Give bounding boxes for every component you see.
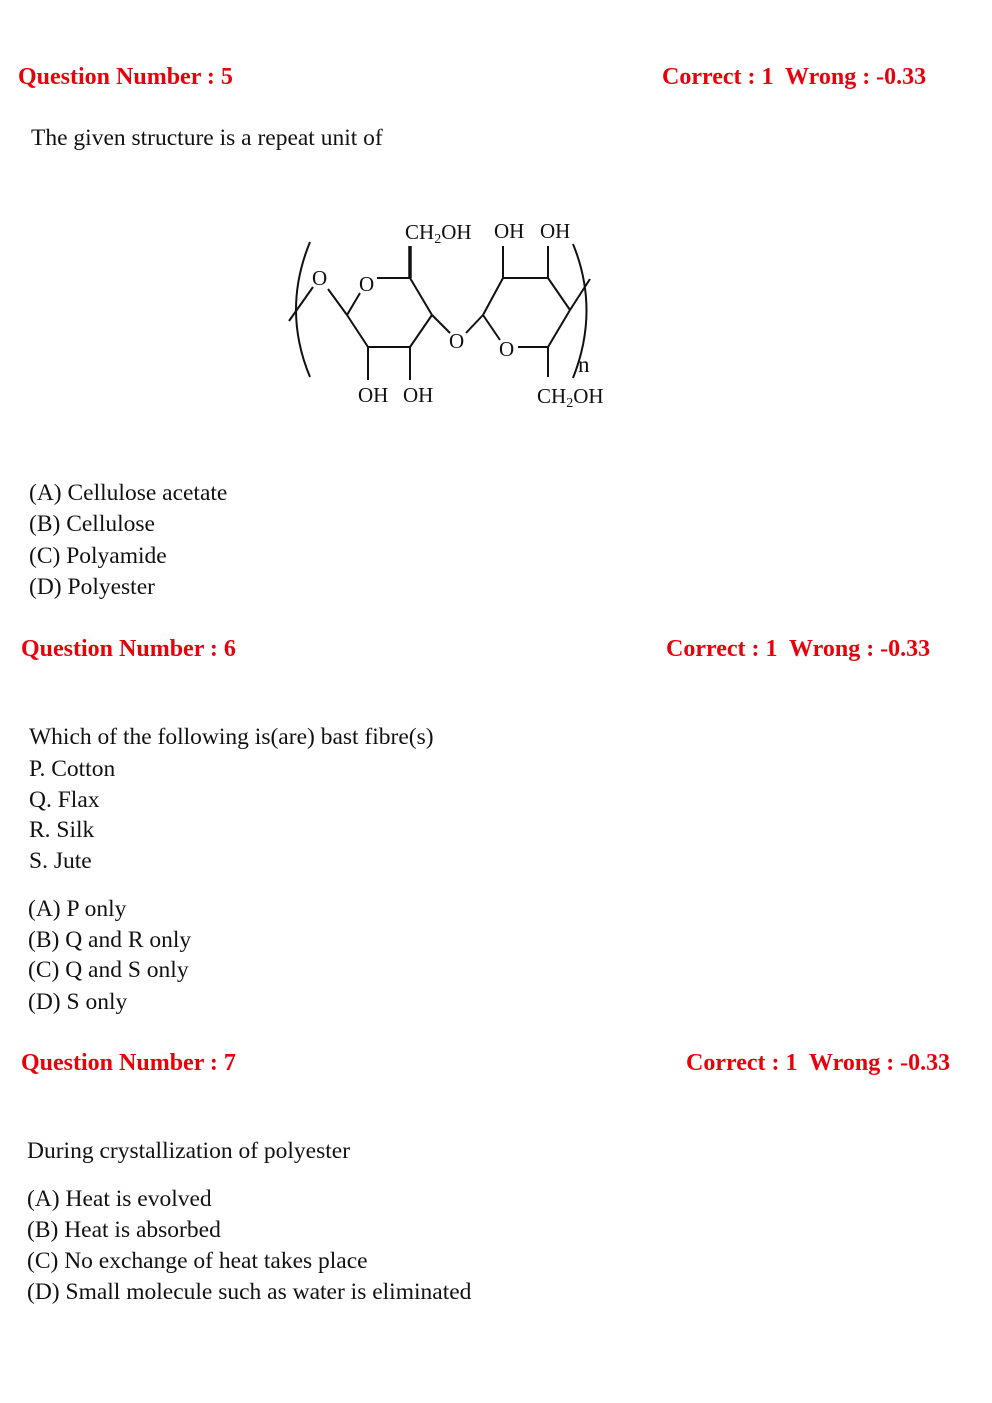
option-d: (D) Small molecule such as water is eliminated: [27, 1279, 472, 1305]
list-item-s: S. Jute: [29, 848, 92, 874]
question-stem-5: The given structure is a repeat unit of: [31, 125, 383, 151]
option-a: (A) Heat is evolved: [27, 1186, 212, 1212]
ring-oxygen-label-2: O: [499, 337, 515, 361]
question-stem-7: During crystallization of polyester: [27, 1138, 351, 1164]
option-a: (A) Cellulose acetate: [29, 480, 228, 506]
end-oxygen-label: O: [312, 266, 328, 290]
question-number-7: Question Number : 7: [21, 1050, 236, 1076]
list-item-p: P. Cotton: [29, 756, 116, 782]
question-number-6: Question Number : 6: [21, 636, 236, 662]
option-d: (D) S only: [28, 989, 128, 1015]
ring-oxygen-label-1: O: [359, 272, 375, 296]
question-number-5: Question Number : 5: [18, 64, 233, 90]
ch2oh-bottom-label: CH2OH: [537, 384, 604, 411]
question-stem-6: Which of the following is(are) bast fibre(s): [29, 724, 434, 750]
option-c: (C) Q and S only: [28, 957, 189, 983]
oh-bottom-label-2: OH: [403, 383, 434, 407]
option-b: (B) Q and R only: [28, 927, 192, 953]
option-a: (A) P only: [28, 896, 127, 922]
marks-label-6: Correct : 1 Wrong : -0.33: [666, 636, 931, 662]
marks-label-5: Correct : 1 Wrong : -0.33: [662, 64, 927, 90]
option-c: (C) Polyamide: [29, 543, 167, 569]
left-bond-tick: [289, 287, 313, 321]
marks-label-7: Correct : 1 Wrong : -0.33: [686, 1050, 951, 1076]
option-c: (C) No exchange of heat takes place: [27, 1248, 368, 1274]
oh-top-label-2: OH: [540, 219, 571, 243]
list-item-q: Q. Flax: [29, 787, 100, 813]
oh-bottom-label-1: OH: [358, 383, 389, 407]
oh-top-label-1: OH: [494, 219, 525, 243]
option-b: (B) Cellulose: [29, 511, 155, 537]
list-item-r: R. Silk: [29, 817, 95, 843]
option-b: (B) Heat is absorbed: [27, 1217, 221, 1243]
bridge-oxygen-label: O: [449, 329, 465, 353]
option-d: (D) Polyester: [29, 574, 155, 600]
ch2oh-top-label: CH2OH: [405, 220, 472, 247]
repeat-count-n: n: [578, 352, 590, 377]
